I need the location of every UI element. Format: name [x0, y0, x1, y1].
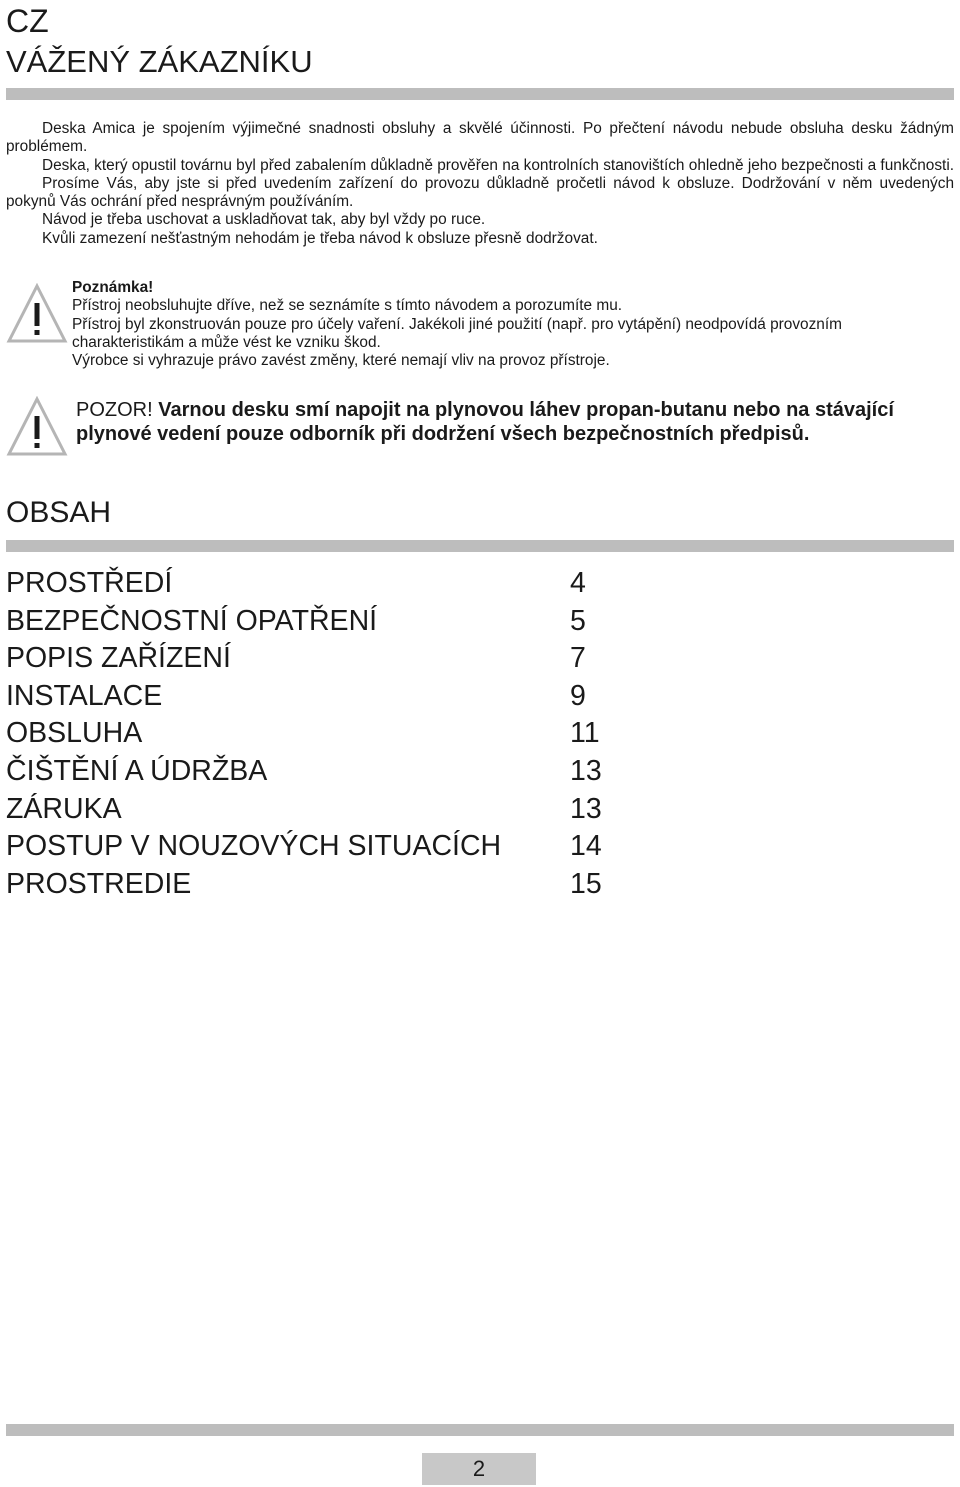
toc-title: PROSTŘEDÍ — [6, 567, 173, 599]
toc-entry[interactable] — [6, 715, 626, 753]
contents-divider — [6, 540, 954, 552]
toc-entry[interactable] — [6, 678, 626, 716]
intro-paragraph: Návod je třeba uschovat a uskladňovat tak, aby byl vždy po ruce. — [42, 211, 486, 229]
toc-title: INSTALACE — [6, 679, 163, 712]
note-line: Přístroj neobsluhujte dříve, než se seznámíte s tímto návodem a porozumíte mu. — [72, 297, 623, 315]
toc-entry[interactable] — [6, 640, 626, 678]
toc-page-number: 14 — [570, 830, 602, 863]
toc-page-number: 5 — [570, 604, 586, 637]
toc-page-number: 15 — [570, 867, 602, 900]
warning-label: POZOR! — [76, 399, 153, 421]
gas-connection-warning — [76, 398, 956, 446]
toc-entry[interactable] — [6, 603, 626, 641]
note-line: Výrobce si vyhrazuje právo zavést změny, které nemají vliv na provoz přístroje. — [72, 352, 610, 370]
toc-page-number: 13 — [570, 754, 602, 787]
contents-heading: OBSAH — [6, 496, 112, 529]
language-code: CZ — [6, 3, 49, 39]
table-of-contents — [6, 565, 626, 903]
toc-title: ČIŠTĚNÍ A ÚDRŽBA — [6, 754, 268, 787]
toc-entry[interactable] — [6, 791, 626, 829]
toc-title: ZÁRUKA — [6, 792, 122, 825]
toc-title: POSTUP V NOUZOVÝCH SITUACÍCH — [6, 830, 502, 863]
note-heading: Poznámka! — [72, 279, 154, 296]
intro-text — [6, 120, 954, 248]
toc-entry[interactable] — [6, 753, 626, 791]
intro-paragraph: Deska, který opustil továrnu byl před zabalením důkladně prověřen na kontrolních stanovištích ohledně jeho bezpečnosti a funkčnosti. — [42, 156, 955, 174]
note-line: Přístroj byl zkonstruován pouze pro účely vaření. Jakékoli jiné použití (např. pro vytápění) neodpovídá provozním charakteristikám a může vést ke vzniku škod. — [72, 315, 842, 351]
toc-entry[interactable] — [6, 565, 626, 603]
toc-page-number: 11 — [570, 717, 600, 750]
intro-paragraph: Kvůli zamezení nešťastným nehodám je třeba návod k obsluze přesně dodržovat. — [42, 229, 598, 247]
title-divider — [6, 88, 954, 100]
warning-triangle-icon — [6, 396, 68, 458]
toc-title: OBSLUHA — [6, 717, 143, 750]
warning-text: Varnou desku smí napojit na plynovou láhev propan-butanu nebo na stávající plynové vedení pouze odborník při dodržení všech bezpečnostních předpisů. — [76, 399, 894, 445]
toc-title: POPIS ZAŘÍZENÍ — [6, 642, 231, 675]
toc-page-number: 13 — [570, 792, 602, 825]
toc-entry[interactable] — [6, 866, 626, 904]
intro-paragraph: Deska Amica je spojením výjimečné snadnosti obsluhy a skvělé účinnosti. Po přečtení návodu nebude obsluha desku žádným problémem. — [6, 120, 954, 156]
toc-page-number: 4 — [570, 567, 586, 599]
toc-page-number: 9 — [570, 679, 586, 712]
note-block — [72, 279, 942, 370]
intro-paragraph: Prosíme Vás, aby jste si před uvedením zařízení do provozu důkladně pročetli návod k obsluze. Dodržování v něm uvedených pokynů Vás ochrání před nesprávným používáním. — [6, 174, 954, 211]
toc-title: PROSTREDIE — [6, 867, 192, 900]
page-number: 2 — [422, 1453, 536, 1485]
warning-triangle-icon — [6, 283, 68, 345]
toc-entry[interactable] — [6, 828, 626, 866]
page-title: VÁŽENÝ ZÁKAZNÍKU — [6, 44, 313, 79]
toc-page-number: 7 — [570, 642, 586, 675]
toc-title: BEZPEČNOSTNÍ OPATŘENÍ — [6, 604, 378, 637]
footer-divider — [6, 1424, 954, 1436]
